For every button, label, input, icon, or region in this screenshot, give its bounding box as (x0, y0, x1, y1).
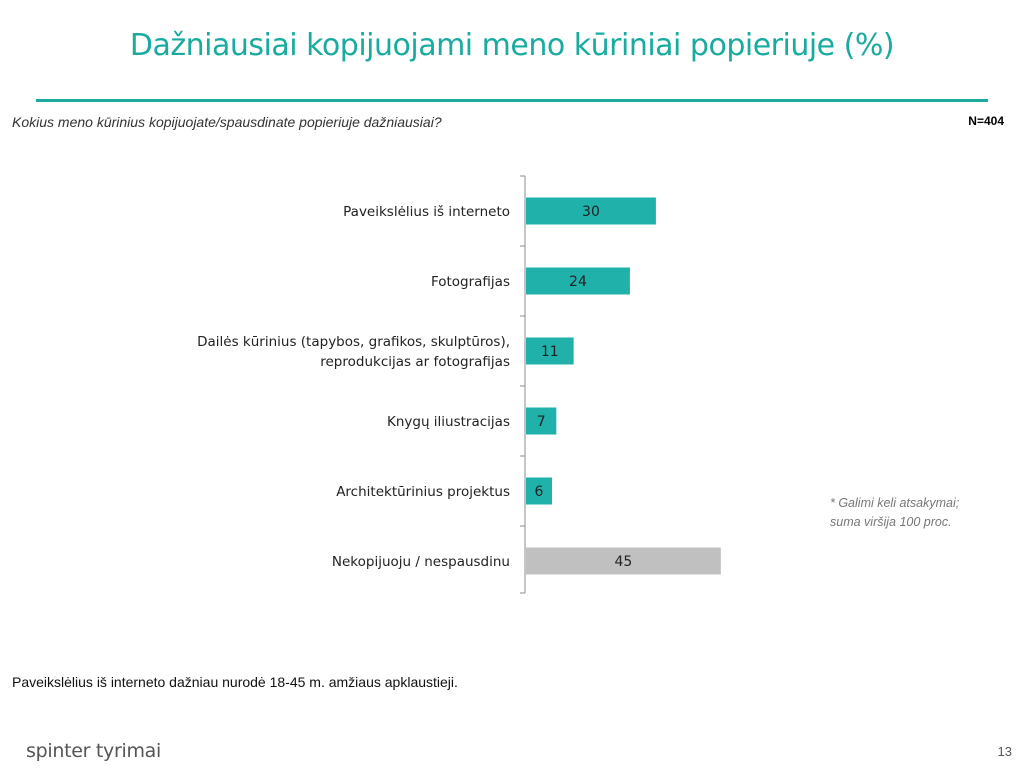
footnote-line-1: * Galimi keli atsakymai; (830, 496, 960, 510)
category-label: Fotografijas (430, 274, 510, 290)
page-number: 13 (997, 744, 1012, 759)
bar-value-label: 24 (569, 274, 587, 290)
category-label: Dailės kūrinius (tapybos, grafikos, skulptūros), (197, 334, 510, 350)
category-label: Paveikslėlius iš interneto (343, 204, 510, 220)
category-label: Nekopijuoju / nespausdinu (331, 554, 510, 570)
footnote-line-2: suma viršija 100 proc. (830, 515, 952, 529)
category-label: Architektūrinius projektus (336, 484, 510, 500)
sample-size: N=404 (968, 114, 1004, 128)
company-logo: spinter tyrimai (26, 740, 161, 762)
bar-value-label: 11 (540, 344, 559, 360)
bar-value-label: 45 (614, 554, 633, 570)
bar-value-label: 30 (582, 204, 600, 220)
bar-value-label: 7 (536, 414, 546, 430)
page-title: Dažniausiai kopijuojami meno kūriniai popieriuje (%) (129, 28, 895, 63)
analysis-note: Paveikslėlius iš interneto dažniau nurodė 18-45 m. amžiaus apklaustieji. (12, 674, 458, 690)
category-label: reprodukcijas ar fotografijas (320, 354, 510, 370)
survey-question: Kokius meno kūrinius kopijuojate/spausdinate popieriuje dažniausiai? (12, 114, 442, 130)
footnote (830, 494, 1010, 532)
bar-value-label: 6 (534, 484, 544, 500)
category-label: Knygų iliustracijas (386, 414, 510, 430)
